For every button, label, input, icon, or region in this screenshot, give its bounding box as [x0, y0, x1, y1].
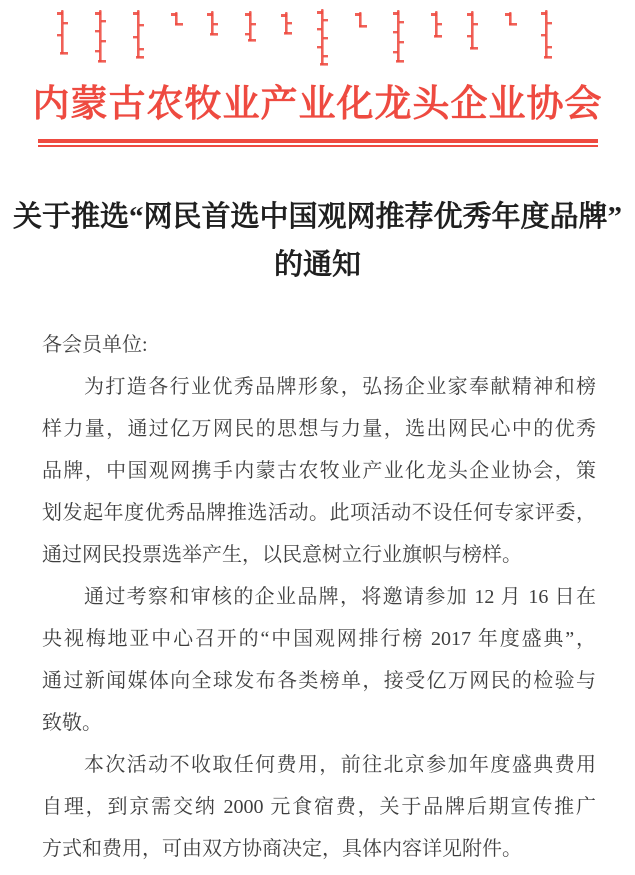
- body-line: 为打造各行业优秀品牌形象，弘扬企业家奉献精神和榜: [84, 376, 596, 398]
- body-line: 方式和费用，可由双方协商决定，具体内容详见附件。: [42, 838, 522, 860]
- body-line: 央视梅地亚中心召开的“中国观网排行榜 2017 年度盛典”，: [42, 628, 596, 650]
- document-title: [0, 193, 635, 289]
- letterhead-divider-rule: [38, 139, 598, 147]
- document-title-line1: 关于推选“网民首选中国观网推荐优秀年度品牌”: [12, 201, 622, 233]
- salutation: 各会员单位:: [42, 334, 148, 356]
- body-line: 自理，到京需交纳 2000 元食宿费，关于品牌后期宣传推广: [42, 796, 596, 818]
- document-title-line2: 的通知: [273, 249, 361, 281]
- mongolian-vertical-script-icon: [55, 8, 555, 66]
- body-line: 品牌，中国观网携手内蒙古农牧业产业化龙头企业协会，策: [42, 460, 596, 482]
- body-line: 本次活动不收取任何费用，前往北京参加年度盛典费用: [84, 754, 596, 776]
- body-line: 样力量，通过亿万网民的思想与力量，选出网民心中的优秀: [42, 418, 596, 440]
- body-line: 通过新闻媒体向全球发布各类榜单，接受亿万网民的检验与: [42, 670, 596, 692]
- body-line: 通过网民投票选举产生，以民意树立行业旗帜与榜样。: [42, 544, 522, 566]
- body-line: 通过考察和审核的企业品牌，将邀请参加 12 月 16 日在: [84, 586, 596, 608]
- letterhead-org-name: 内蒙古农牧业产业化龙头企业协会: [32, 84, 603, 125]
- body-line: 划发起年度优秀品牌推选活动。此项活动不设任何专家评委，: [42, 502, 596, 524]
- document-body: [42, 324, 596, 870]
- body-line: 致敬。: [42, 712, 102, 734]
